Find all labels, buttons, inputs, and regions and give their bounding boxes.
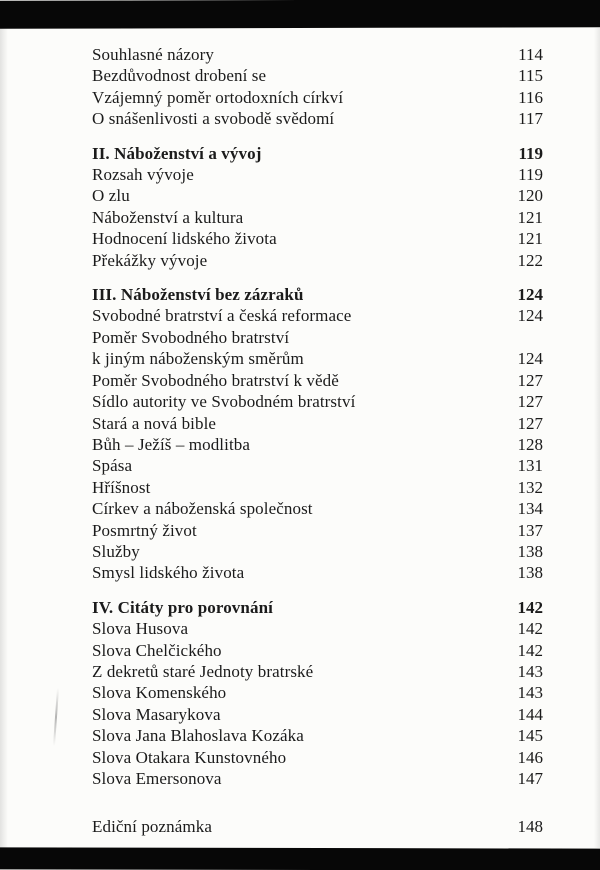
toc-entry-label: Spása [92, 456, 133, 476]
scan-edge-shade-left [0, 28, 8, 848]
toc-entry-label: Poměr Svobodného bratrství k vědě [92, 370, 339, 390]
toc-entry [92, 108, 543, 129]
toc-entry [92, 391, 543, 412]
toc-entry [92, 87, 543, 108]
scan-scratch-artifact [53, 688, 59, 746]
toc-entry-label: Překážky vývoje [92, 250, 208, 270]
toc-entry [92, 370, 543, 391]
scan-edge-bar-bottom [0, 847, 600, 870]
toc-entry [92, 434, 543, 455]
toc-entry-label: Souhlasné názory [92, 45, 214, 64]
toc-entry-label: Hříšnost [92, 477, 151, 497]
toc-entry-label: Slova Masarykova [92, 704, 221, 724]
toc-entry [92, 327, 543, 348]
toc-entry-label: O snášenlivosti a svobodě svědomí [92, 109, 335, 129]
toc-entry-page: 145 [517, 726, 543, 746]
toc-entry-page: 144 [517, 704, 543, 724]
toc-entry-label: Ediční poznámka [92, 817, 212, 837]
toc-entry-label: Hodnocení lidského života [92, 229, 277, 249]
toc-entry-label: Slova Jana Blahoslava Kozáka [92, 726, 304, 746]
toc-entry-page: 142 [517, 619, 543, 639]
toc-list [92, 44, 543, 838]
toc-entry-page: 128 [517, 434, 543, 454]
toc-entry-page: 137 [517, 520, 543, 540]
toc-entry-label: Slova Komenského [92, 683, 227, 703]
toc-entry-page: 134 [517, 499, 543, 519]
toc-entry-page: 147 [517, 769, 543, 788]
toc-entry-page: 116 [518, 87, 543, 107]
toc-entry [92, 704, 543, 725]
toc-entry [92, 477, 543, 498]
toc-entry [92, 348, 543, 369]
toc-entry-label: Služby [92, 541, 140, 561]
toc-entry [92, 725, 543, 746]
scan-edge-bar-top [0, 0, 600, 29]
toc-entry [92, 661, 543, 682]
toc-entry [92, 618, 543, 639]
toc-entry [92, 455, 543, 476]
scan-edge-shade-right [594, 28, 600, 848]
toc-entry-page: 127 [517, 413, 543, 433]
toc-entry-label: Stará a nová bible [92, 413, 217, 433]
toc-entry-page: 119 [518, 165, 543, 185]
toc-entry-label: Bezdůvodnost drobení se [92, 66, 267, 86]
toc-entry-page: 143 [517, 661, 543, 681]
toc-entry [92, 768, 543, 789]
toc-entry-page: 122 [517, 250, 543, 270]
toc-entry [92, 498, 543, 519]
toc-entry-page: 146 [517, 747, 543, 767]
toc-section-heading [92, 284, 543, 305]
toc-entry-label: Poměr Svobodného bratrství [92, 327, 290, 347]
toc-entry-page: 121 [517, 229, 543, 249]
toc-entry-page: 127 [517, 392, 543, 412]
toc-entry [92, 816, 543, 837]
toc-entry-page: 142 [517, 640, 543, 660]
toc-entry-label: Svobodné bratrství a česká reformace [92, 306, 352, 326]
toc-entry-page: 148 [517, 817, 543, 837]
toc-entry [92, 747, 543, 768]
toc-entry-label: III. Náboženství bez zázraků [92, 285, 304, 305]
toc-entry-label: Sídlo autority ve Svobodném bratrství [92, 392, 356, 412]
toc-entry [92, 562, 543, 583]
toc-entry-label: IV. Citáty pro porovnání [92, 597, 273, 617]
toc-entry [92, 640, 543, 661]
toc-entry-page: 138 [517, 541, 543, 561]
toc-entry-label: Slova Otakara Kunstovného [92, 747, 287, 767]
toc-section-heading [92, 597, 543, 618]
toc-entry-page: 142 [517, 597, 543, 617]
toc-entry [92, 207, 543, 228]
toc-entry [92, 541, 543, 562]
toc-entry-label: Smysl lidského života [92, 563, 245, 583]
toc-entry-label: Z dekretů staré Jednoty bratrské [92, 661, 314, 681]
toc-entry-label: Rozsah vývoje [92, 165, 194, 185]
toc-entry-page: 124 [517, 306, 543, 326]
toc-entry-page: 114 [518, 45, 543, 64]
toc-entry-label: Slova Chelčického [92, 640, 222, 660]
toc-entry [92, 164, 543, 185]
toc-entry-label: II. Náboženství a vývoj [92, 143, 262, 163]
toc-entry [92, 185, 543, 206]
toc-entry-label: O zlu [92, 186, 130, 206]
toc-entry-label: Bůh – Ježíš – modlitba [92, 434, 251, 454]
toc-entry-label: Náboženství a kultura [92, 207, 244, 227]
toc-entry-page: 115 [518, 66, 543, 86]
toc-entry-page: 131 [517, 456, 543, 476]
toc-entry-page: 132 [517, 477, 543, 497]
toc-entry [92, 682, 543, 703]
toc-entry-label: Posmrtný život [92, 520, 197, 540]
toc-entry [92, 228, 543, 249]
toc-entry [92, 250, 543, 271]
toc-entry-label: Církev a náboženská společnost [92, 499, 313, 519]
toc-entry-page: 121 [517, 207, 543, 227]
toc-section-heading [92, 143, 543, 164]
toc-entry-page: 124 [517, 349, 543, 369]
toc-entry-page: 120 [517, 186, 543, 206]
toc-entry-page: 124 [517, 285, 543, 305]
toc-entry-label: Slova Husova [92, 619, 189, 639]
toc-entry [92, 520, 543, 541]
toc-entry-page: 119 [518, 143, 543, 163]
toc-entry [92, 44, 543, 65]
toc-entry [92, 305, 543, 326]
toc-entry-label: k jiným náboženským směrům [92, 349, 304, 369]
toc-entry [92, 413, 543, 434]
toc-entry-page: 127 [517, 370, 543, 390]
toc-entry [92, 65, 543, 86]
toc-entry-page: 138 [517, 563, 543, 583]
toc-entry-label: Slova Emersonova [92, 769, 222, 788]
toc-entry-page: 143 [517, 683, 543, 703]
toc-entry-label: Vzájemný poměr ortodoxních církví [92, 87, 344, 107]
toc-entry-page: 117 [518, 109, 543, 129]
